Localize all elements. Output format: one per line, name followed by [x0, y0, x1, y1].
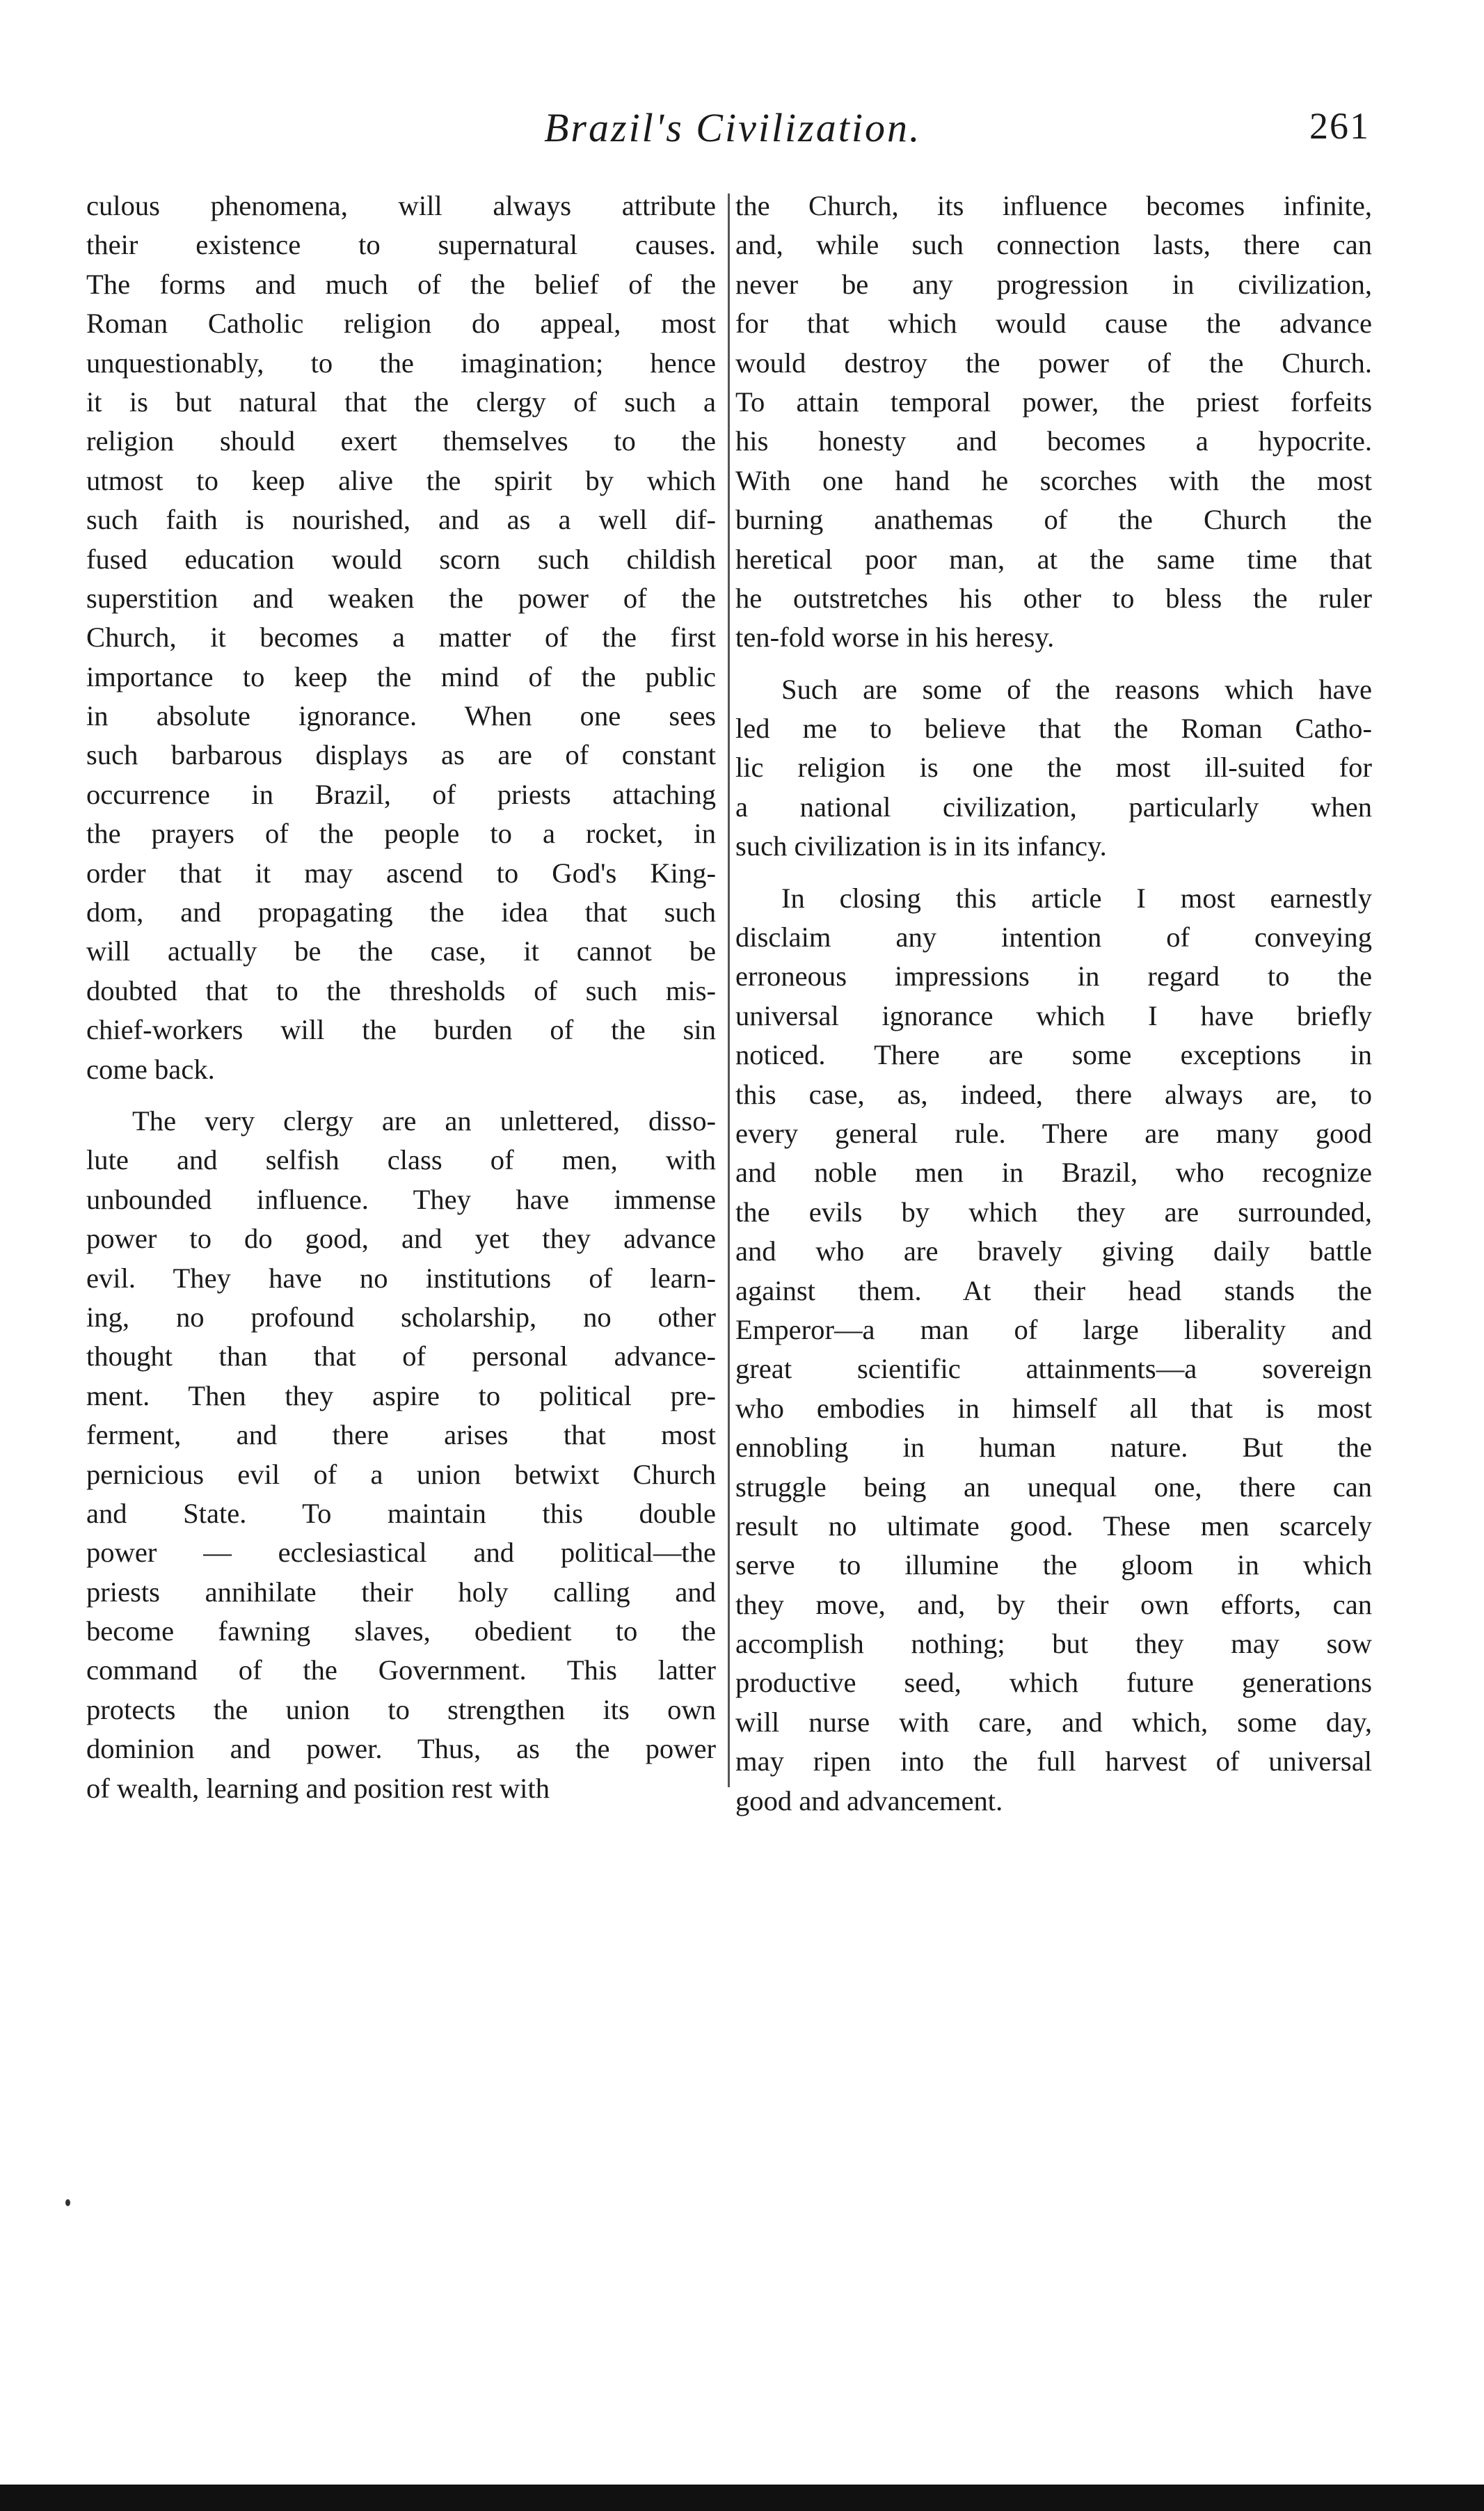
- text-line: Roman Catholic religion do appeal, most: [86, 308, 716, 340]
- text-line: culous phenomena, will always attribute: [86, 190, 716, 221]
- text-line: great scientific attainments—a sovereign: [735, 1353, 1372, 1385]
- text-line: his honesty and becomes a hypocrite.: [735, 425, 1372, 457]
- text-line: lic religion is one the most ill-suited for: [735, 752, 1372, 784]
- text-line: serve to illumine the gloom in which: [735, 1549, 1372, 1581]
- text-line: ment. Then they aspire to political pre-: [86, 1379, 716, 1411]
- text-line: of wealth, learning and position rest with: [86, 1772, 550, 1804]
- text-line: priests annihilate their holy calling and: [86, 1576, 716, 1608]
- text-line: unbounded influence. They have immense: [86, 1183, 716, 1215]
- text-line: led me to believe that the Roman Catho-: [735, 713, 1372, 745]
- text-line: universal ignorance which I have briefly: [735, 999, 1372, 1031]
- paragraph: [735, 187, 1372, 658]
- text-line: and, while such connection lasts, there can: [735, 229, 1372, 261]
- text-line: power — ecclesiastical and political—the: [86, 1537, 716, 1569]
- left-column: [86, 187, 716, 1808]
- paragraph-gap: [735, 866, 1372, 879]
- text-line: utmost to keep alive the spirit by which: [86, 464, 716, 496]
- text-line: occurrence in Brazil, of priests attaching: [86, 778, 716, 810]
- text-line: never be any progression in civilization,: [735, 268, 1372, 300]
- text-line: ennobling in human nature. But the: [735, 1432, 1372, 1464]
- text-line: the prayers of the people to a rocket, in: [86, 818, 716, 850]
- text-line: erroneous impressions in regard to the: [735, 960, 1372, 992]
- text-line: accomplish nothing; but they may sow: [735, 1628, 1372, 1660]
- text-line: result no ultimate good. These men scarcely: [735, 1510, 1372, 1542]
- text-line: power to do good, and yet they advance: [86, 1223, 716, 1255]
- text-line: the Church, its influence becomes infinite,: [735, 190, 1372, 221]
- text-line: ten-fold worse in his heresy.: [735, 621, 1055, 654]
- paragraph: [86, 187, 716, 1089]
- text-line: disclaim any intention of conveying: [735, 921, 1372, 953]
- text-line: Church, it becomes a matter of the first: [86, 621, 716, 654]
- paragraph: [735, 879, 1372, 1821]
- text-line: good and advancement.: [735, 1784, 1003, 1816]
- text-line: chief-workers will the burden of the sin: [86, 1014, 716, 1046]
- scan-edge-bar: [0, 2485, 1484, 2511]
- text-line: superstition and weaken the power of the: [86, 582, 716, 614]
- text-line: command of the Government. This latter: [86, 1654, 716, 1686]
- text-line: unquestionably, to the imagination; hence: [86, 347, 716, 379]
- text-line: fused education would scorn such childish: [86, 543, 716, 575]
- paragraph-gap: [86, 1089, 716, 1102]
- text-line: and who are bravely giving daily battle: [735, 1235, 1372, 1267]
- text-line: become fawning slaves, obedient to the: [86, 1615, 716, 1647]
- text-line: will nurse with care, and which, some day,: [735, 1706, 1372, 1738]
- text-line: in absolute ignorance. When one sees: [86, 700, 716, 732]
- text-line: thought than that of personal advance-: [86, 1340, 716, 1372]
- text-line: importance to keep the mind of the public: [86, 660, 716, 692]
- text-line: In closing this article I most earnestly: [781, 882, 1372, 914]
- page-number: 261: [1309, 105, 1370, 147]
- text-line: ferment, and there arises that most: [86, 1419, 716, 1451]
- text-line: Such are some of the reasons which have: [781, 673, 1372, 705]
- page-header: [0, 104, 1484, 153]
- text-line: such barbarous displays as are of constant: [86, 739, 716, 771]
- text-line: The very clergy are an unlettered, disso-: [132, 1104, 716, 1136]
- text-line: pernicious evil of a union betwixt Church: [86, 1458, 716, 1490]
- text-line: Emperor—a man of large liberality and: [735, 1313, 1372, 1345]
- text-line: lute and selfish class of men, with: [86, 1144, 716, 1176]
- text-line: would destroy the power of the Church.: [735, 347, 1372, 379]
- text-line: With one hand he scorches with the most: [735, 464, 1372, 496]
- print-speck: [65, 2199, 70, 2206]
- text-line: burning anathemas of the Church the: [735, 504, 1372, 536]
- text-line: and State. To maintain this double: [86, 1497, 716, 1529]
- text-line: evil. They have no institutions of learn-: [86, 1262, 716, 1294]
- text-line: who embodies in himself all that is most: [735, 1392, 1372, 1424]
- text-line: he outstretches his other to bless the ruler: [735, 582, 1372, 614]
- text-line: it is but natural that the clergy of such a: [86, 386, 716, 418]
- text-line: a national civilization, particularly when: [735, 791, 1372, 823]
- text-line: The forms and much of the belief of the: [86, 268, 716, 300]
- text-line: protects the union to strengthen its own: [86, 1693, 716, 1725]
- text-line: will actually be the case, it cannot be: [86, 935, 716, 967]
- text-line: ing, no profound scholarship, no other: [86, 1301, 716, 1333]
- text-line: every general rule. There are many good: [735, 1117, 1372, 1149]
- text-line: they move, and, by their own efforts, can: [735, 1588, 1372, 1620]
- text-line: noticed. There are some exceptions in: [735, 1039, 1372, 1071]
- text-line: and noble men in Brazil, who recognize: [735, 1157, 1372, 1189]
- paragraph: [735, 670, 1372, 866]
- paragraph-gap: [735, 658, 1372, 670]
- paragraph: [86, 1102, 716, 1808]
- text-line: dom, and propagating the idea that such: [86, 896, 716, 928]
- text-line: this case, as, indeed, there always are, to: [735, 1078, 1372, 1110]
- column-divider-rule: [728, 193, 730, 1787]
- text-line: order that it may ascend to God's King-: [86, 857, 716, 889]
- text-line: such civilization is in its infancy.: [735, 830, 1107, 862]
- text-line: To attain temporal power, the priest forfeits: [735, 386, 1372, 418]
- text-line: against them. At their head stands the: [735, 1274, 1372, 1306]
- text-line: doubted that to the thresholds of such mis-: [86, 974, 716, 1006]
- text-line: heretical poor man, at the same time that: [735, 543, 1372, 575]
- text-line: struggle being an unequal one, there can: [735, 1471, 1372, 1503]
- running-title: Brazil's Civilization.: [544, 105, 922, 150]
- text-line: may ripen into the full harvest of universal: [735, 1745, 1372, 1777]
- text-line: dominion and power. Thus, as the power: [86, 1733, 716, 1765]
- text-line: their existence to supernatural causes.: [86, 229, 716, 261]
- right-column: [735, 187, 1372, 1821]
- text-line: the evils by which they are surrounded,: [735, 1196, 1372, 1228]
- text-line: religion should exert themselves to the: [86, 425, 716, 457]
- text-line: productive seed, which future generations: [735, 1667, 1372, 1699]
- text-line: come back.: [86, 1053, 215, 1085]
- text-line: such faith is nourished, and as a well dif-: [86, 504, 716, 536]
- text-line: for that which would cause the advance: [735, 308, 1372, 340]
